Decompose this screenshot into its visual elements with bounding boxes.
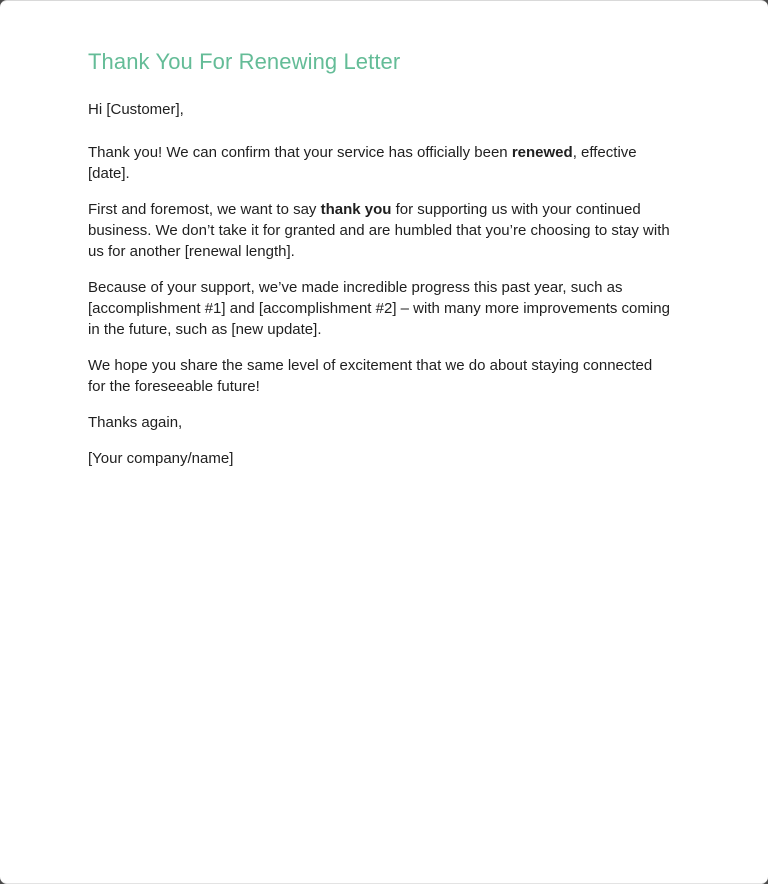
text-run: , effective [date]. [88, 144, 637, 182]
letter-paragraph [88, 277, 673, 340]
letter-title: Thank You For Renewing Letter [88, 49, 401, 74]
letter-content [88, 49, 673, 469]
text-run: Because of your support, we’ve made incredible progress this past year, such as [accomplishment #1] and [accomplishment #2] – with many more improvements coming in the future, such as [new update]. [88, 279, 670, 338]
letter-signature: [Your company/name] [88, 450, 234, 467]
letter-closing: Thanks again, [88, 414, 183, 431]
text-run: We hope you share the same level of excitement that we do about staying connected for the foreseeable future! [88, 357, 653, 395]
letter-body [88, 99, 673, 469]
text-run: First and foremost, we want to say [88, 201, 321, 218]
text-run: Thank you! We can confirm that your service has officially been [88, 144, 512, 161]
text-run: for supporting us with your continued business. We don’t take it for granted and are humbled that you’re choosing to stay with us for another [renewal length]. [88, 201, 670, 260]
letter-paragraph [88, 355, 673, 397]
letter-paragraph [88, 142, 673, 184]
letter-paragraph [88, 199, 673, 262]
bold-text-run: thank you [320, 201, 392, 218]
letter-greeting: Hi [Customer], [88, 101, 184, 118]
letter-paragraphs [88, 142, 673, 397]
bold-text-run: renewed [511, 144, 573, 161]
